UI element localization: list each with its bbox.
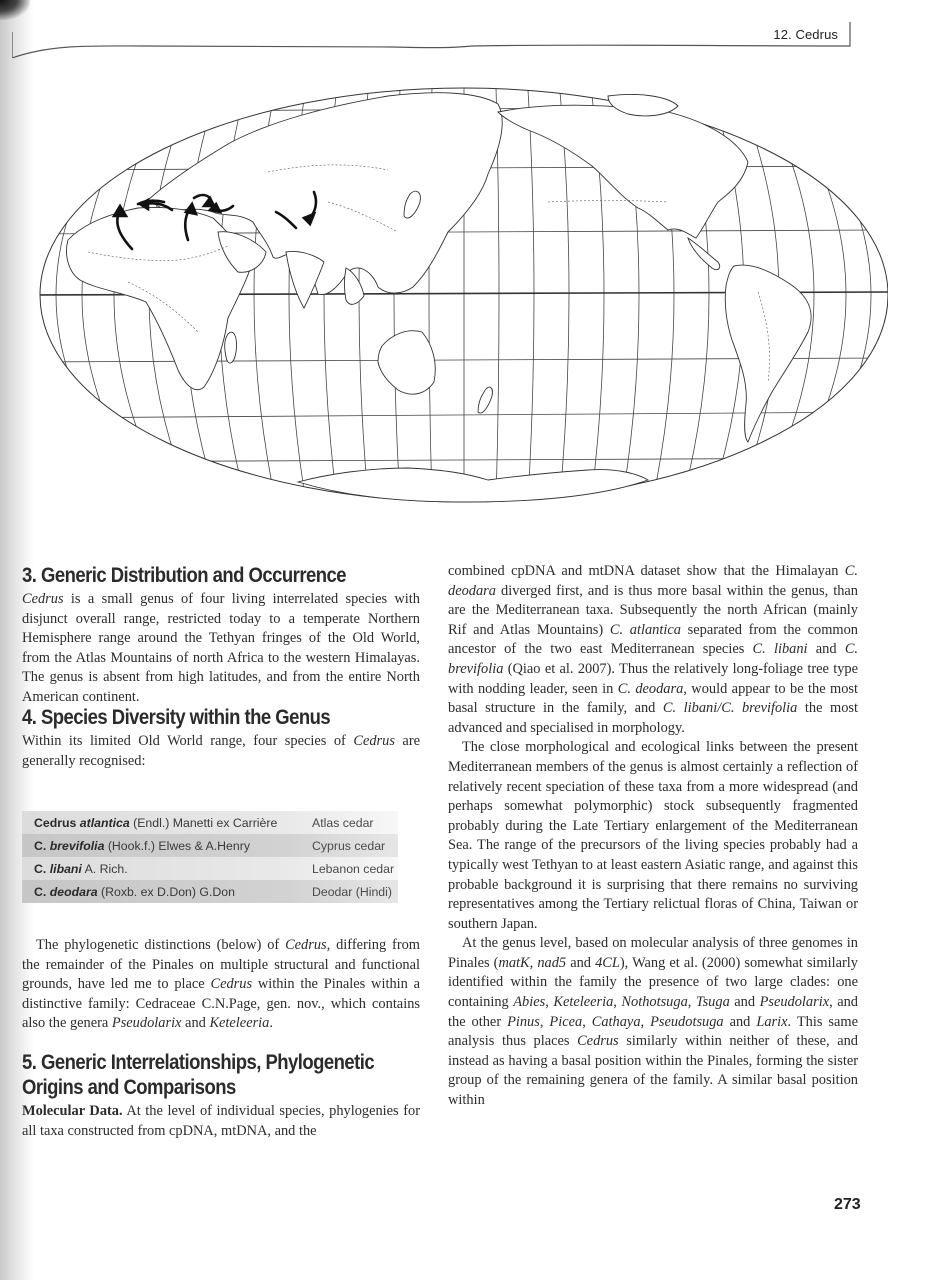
species-name: C. brevifolia (Hook.f.) Elwes & A.Henry — [34, 838, 250, 853]
running-head-rule — [12, 22, 860, 58]
section-number: 4. — [22, 706, 37, 729]
section-5-text: At the level of individual species, phylogenies for all taxa constructed from cpDNA, mtDNA, and the — [22, 1103, 420, 1139]
section-5-heading — [22, 1050, 375, 1100]
section-4-intro: Within its limited Old World range, four species of Cedrus are generally recognised: — [22, 733, 420, 769]
common-name: Deodar (Hindi) — [312, 884, 392, 899]
section-5-body — [22, 1102, 420, 1141]
species-table — [22, 811, 398, 903]
section-number: 3. — [22, 564, 37, 587]
common-name: Atlas cedar — [312, 815, 374, 830]
species-row — [22, 880, 398, 903]
common-name: Lebanon cedar — [312, 861, 395, 876]
running-title: 12. Cedrus — [773, 27, 838, 42]
species-row — [22, 834, 398, 857]
map-graphic — [28, 82, 888, 522]
species-name: Cedrus atlantica (Endl.) Manetti ex Carrière — [34, 815, 278, 830]
world-distribution-map — [28, 82, 888, 522]
section-4-heading — [22, 706, 372, 730]
running-head — [12, 22, 860, 58]
section-4 — [22, 706, 420, 771]
section-4-continued — [22, 936, 420, 1034]
page-number: 273 — [834, 1196, 861, 1213]
right-paragraph-1: combined cpDNA and mtDNA dataset show that the Himalayan C. deodara diverged first, and is thus more basal within the genus, than are the Mediterranean taxa. Subsequently the north African (mainly Rif and Atlas Mountains) C. atlantica separated from the common ancestor of the two east Mediterranean species C. libani and C. brevifolia (Qiao et al. 2007). Thus the relatively long-foliage tree type with nodding leader, seen in C. deodara, would appear to be the most basal structure in the family, and C. libani/C. brevifolia the most advanced and specialised in morphology. — [448, 563, 859, 736]
species-name: C. libani A. Rich. — [34, 861, 128, 876]
run-in-heading: Molecular Data. — [22, 1103, 123, 1119]
right-paragraph-2: The close morphological and ecological links between the present Mediterranean members of the genus is almost certainly a reflection of relatively recent speciation of these taxa from a more widespread (and perhaps somewhat polymorphic) stock subsequently fragmented probably during the Late Tertiary enlargement of the Mediterranean Sea. The range of the precursors of the living species probably had a typically west Tethyan to at least eastern Asiatic range, and against this probable background it is surprising that there remains no surviving representatives among the Tertiary relictual floras of China, Taiwan or southern Japan. — [448, 739, 858, 932]
section-3-heading — [22, 564, 372, 588]
species-row — [22, 811, 398, 834]
species-row — [22, 857, 398, 880]
section-title-line-2: Origins and Comparisons — [22, 1076, 236, 1099]
species-name: C. deodara (Roxb. ex D.Don) G.Don — [34, 884, 235, 899]
section-4-body: The phylogenetic distinctions (below) of Cedrus, differing from the remainder of the Pinales on multiple structural and functional grounds, have led me to place Cedrus within the Pinales within a distinctive family: Cedraceae C.N.Page, gen. nov., which contains also the genera Pseudolarix and Keteleeria. — [22, 937, 420, 1032]
section-number: 5. — [22, 1051, 37, 1074]
section-title: Generic Distribution and Occurrence — [40, 564, 346, 587]
section-3 — [22, 562, 420, 708]
right-column — [448, 562, 858, 1111]
common-name: Cyprus cedar — [312, 838, 386, 853]
section-title-line-1: Generic Interrelationships, Phylogenetic — [40, 1051, 375, 1074]
section-title: Species Diversity within the Genus — [40, 706, 331, 729]
section-5 — [22, 1050, 420, 1141]
page-corner-shadow — [0, 0, 30, 20]
section-3-body: Cedrus is a small genus of four living interrelated species with disjunct overall range, restricted today to a temperate Northern Hemisphere range around the Tethyan fringes of the Old World, from the Atlas Mountains of north Africa to the western Himalayas. The genus is absent from high latitudes, and from the entire North American continent. — [22, 591, 420, 705]
right-paragraph-3: At the genus level, based on molecular analysis of three genomes in Pinales (matK, nad5 and 4CL), Wang et al. (2000) somewhat similarly identified within the family the presence of two large clades: one containing Abies, Keteleeria, Nothotsuga, Tsuga and Pseudolarix, and the other Pinus, Picea, Cathaya, Pseudotsuga and Larix. This same analysis thus places Cedrus similarly within neither of these, and instead as having a basal position within the Pinales, forming the sister group of the remaining genera of the family. A similar basal position within — [448, 935, 858, 1109]
